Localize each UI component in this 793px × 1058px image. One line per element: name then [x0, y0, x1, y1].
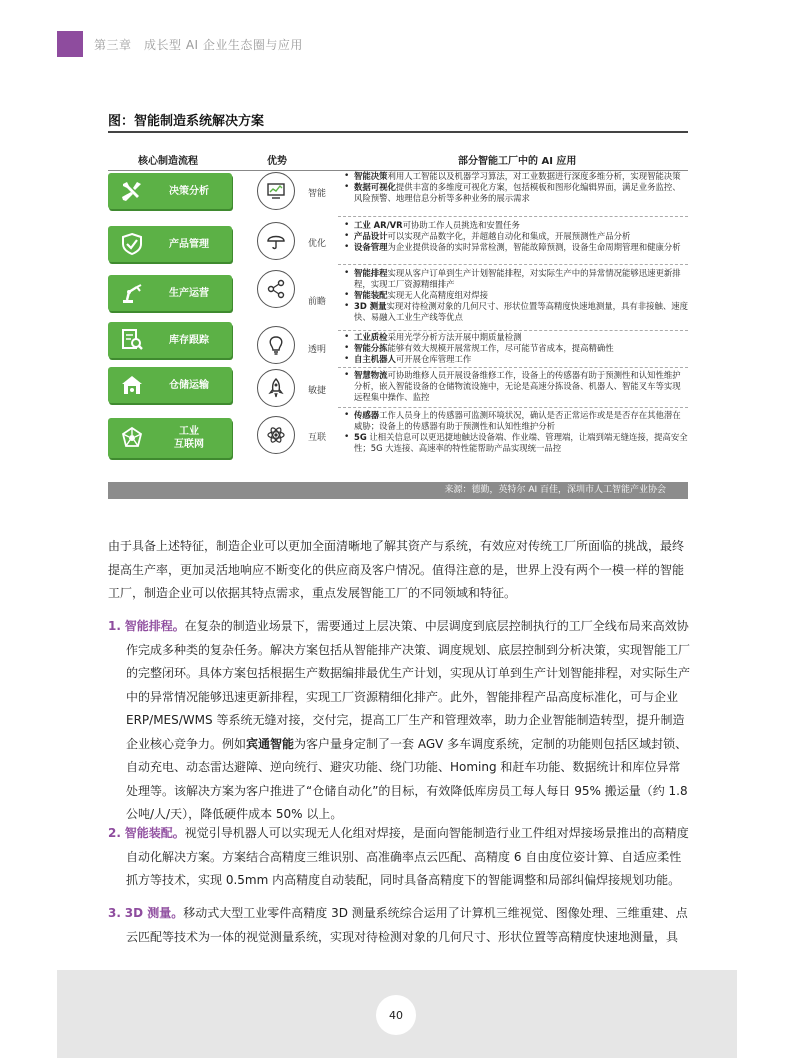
- app-list-warehouse: [343, 370, 688, 403]
- rocket-icon: [266, 378, 286, 398]
- row-separator: [338, 367, 688, 368]
- figure-source: 来源：德勤，英特尔 AI 百佳，深圳市人工智能产业协会: [108, 482, 688, 499]
- figure-title: 图：智能制造系统解决方案: [108, 114, 265, 129]
- intro-paragraph: 由于具备上述特征，制造企业可以更加全面清晰地了解其资产与系统，有效应对传统工厂所面临的挑战，最终提高生产率，更加灵活地响应不断变化的供应商及客户情况。值得注意的是，世界上没有两个一模一样的智能工厂，制造企业可以依据其特点需求，重点发展智能工厂的不同领域和特征。: [108, 539, 685, 600]
- app-item: • 智能装配实现无人化高精度组对焊接: [343, 290, 688, 301]
- app-item: • 产品设计可以实现产品数字化，并超越自动化和集成，开展预测性产品分析: [343, 231, 688, 242]
- atom-icon: [266, 425, 286, 445]
- advantage-label: 互联: [308, 433, 327, 443]
- list-item-3d-measure: 3. 3D 测量。移动式大型工业零件高精度 3D 测量系统综合运用了计算机三维视觉、图像处理、三维重建、点云匹配等技术为一体的视觉测量系统，实现对待检测对象的几何尺寸、形状位置等高精度快速地测量，具: [108, 906, 688, 944]
- share-nodes-icon: [266, 279, 286, 299]
- document-search-icon: [120, 328, 144, 352]
- process-label: 决策分析: [169, 185, 209, 197]
- column-head-apps: 部分智能工厂中的 AI 应用: [458, 156, 577, 167]
- app-item: • 数据可视化提供丰富的多维度可视化方案，包括模板和图形化编辑界面，满足业务监控、风险预警、地理信息分析等多种业务的展示需求: [343, 182, 688, 204]
- process-label: 生产运营: [169, 287, 209, 299]
- network-hub-icon: [120, 426, 144, 450]
- figure-top-rule: [108, 131, 688, 133]
- app-item: • 智能决策利用人工智能以及机器学习算法，对工业数据进行深度多维分析，实现智能决策: [343, 171, 688, 182]
- app-item: • 智能排程实现从客户订单到生产计划智能排程，对实际生产中的异常情况能够迅速更新排程，实现工厂资源精细排产: [343, 268, 688, 290]
- process-decision-analysis: [108, 173, 232, 209]
- app-item: • 智慧物流可协助维修人员开展设备维修工作，设备上的传感器有助于预测性和认知性维护分析，嵌入智能设备的仓储物流设施中，无论是高速分拣设备、机器人、智能叉车等实现远程集中操作、监控: [343, 370, 688, 403]
- process-production-operation: [108, 275, 232, 311]
- advantage-label: 敏捷: [308, 386, 327, 396]
- app-list-production: [343, 268, 688, 323]
- robot-arm-icon: [120, 281, 144, 305]
- advantage-optimize-circle: [257, 222, 295, 260]
- list-item-assembly: 2. 智能装配。视觉引导机器人可以实现无人化组对焊接，是面向智能制造行业工件组对焊接场景推出的高精度自动化解决方案。方案结合高精度三维识别、高准确率点云匹配、高精度 6 自由度位姿计算、自适应柔性抓方等技术，实现 0.5mm 内高精度自动装配，同时具备高精度下的智能调整和局部纠偏焊接规划功能。: [108, 826, 689, 887]
- advantage-label: 智能: [308, 189, 327, 199]
- row-separator: [338, 264, 688, 265]
- advantage-connected-circle: [257, 416, 295, 454]
- process-label: 产品管理: [169, 238, 209, 250]
- row-separator: [338, 407, 688, 408]
- app-list-internet: [343, 410, 688, 454]
- page-number: 40: [376, 995, 416, 1035]
- process-product-management: [108, 226, 232, 262]
- advantage-agile-circle: [257, 369, 295, 407]
- advantage-transparent-circle: [257, 326, 295, 364]
- list-item-scheduling: 1. 智能排程。在复杂的制造业场景下，需要通过上层决策、中层调度到底层控制执行的工厂全线布局来高效协作完成多种类的复杂任务。解决方案包括从智能排产决策、调度规划、底层控制到分析决策，实现智能工厂的完整闭环。具体方案包括根据生产数据编排最优生产计划，实现从订单到生产计划智能排程，对实际生产中的异常情况能够迅速更新排程，实现工厂资源精细化排产。此外，智能排程产品高度标准化，可与企业 ERP/MES/WMS 等系统无缝对接，交付完，提高工厂生产和管理效率，助力企业智能制造转型，提升制造企业核心竞争力。例如宾通智能为客户量身定制了一套 AGV 多车调度系统，定制的功能则包括区域封锁、自动充电、动态雷达避障、逆向统行、避灾功能、绕门功能、Homing 和赶车功能、数据统计和库位异常处理等。该解决方案为客户推进了“仓储自动化”的目标，有效降低库房员工每人每日 95% 搬运量（约 1.8 公吨/人/天），降低硬件成本 50% 以上。: [108, 619, 691, 821]
- column-head-process: 核心制造流程: [138, 156, 198, 167]
- dashboard-icon: [266, 181, 286, 201]
- process-label: 库存跟踪: [169, 334, 209, 346]
- process-label: 工业 互联网: [174, 426, 204, 450]
- advantage-label: 优化: [308, 239, 327, 249]
- warehouse-icon: [120, 373, 144, 397]
- process-inventory-tracking: [108, 322, 232, 358]
- app-item: • 设备管理为企业提供设备的实时异常检测，智能故障预测，设备生命周期管理和健康分析: [343, 242, 688, 253]
- process-label: 仓储运输: [169, 379, 209, 391]
- shield-check-icon: [120, 232, 144, 256]
- advantage-foresight-circle: [257, 270, 295, 308]
- app-item: • 5G 让相关信息可以更迅捷地触达设备端、作业端、管理端，让端到端无缝连接，提高安全性；5G 大连接、高速率的特性能帮助产品实现统一品控: [343, 432, 688, 454]
- wrench-screwdriver-icon: [120, 179, 144, 203]
- row-separator: [338, 330, 688, 331]
- app-item: • 智能分拣能够有效大规模开展常规工作，尽可能节省成本，提高精确性: [343, 343, 688, 354]
- advantage-label: 前瞻: [308, 297, 327, 307]
- app-item: • 3D 测量实现对待检测对象的几何尺寸、形状位置等高精度快速地测量，具有非接触、速度快、易融入工业生产线等优点: [343, 301, 688, 323]
- column-head-advantage: 优势: [267, 156, 287, 167]
- row-separator: [338, 216, 688, 217]
- app-item: • 自主机器人可开展仓库管理工作: [343, 354, 688, 365]
- process-warehousing-transport: [108, 367, 232, 403]
- app-list-product: [343, 220, 688, 253]
- chapter-marker: [57, 31, 83, 57]
- chapter-title: 第三章 成长型 AI 企业生态圈与应用: [94, 38, 303, 52]
- app-item: • 传感器工作人员身上的传感器可监测环境状况，确认是否正常运作或是是否存在其他潜在威胁；设备上的传感器有助于预测性和认知性维护分析: [343, 410, 688, 432]
- app-list-decision: [343, 171, 688, 204]
- app-item: • 工业 AR/VR可协助工作人员挑选和安置任务: [343, 220, 688, 231]
- umbrella-icon: [266, 231, 286, 251]
- advantage-label: 透明: [308, 345, 327, 355]
- process-industrial-internet: [108, 418, 232, 458]
- lightbulb-icon: [266, 335, 286, 355]
- app-item: • 工业质检采用光学分析方法开展中期质量检测: [343, 332, 688, 343]
- app-list-inventory: [343, 332, 688, 365]
- advantage-smart-circle: [257, 172, 295, 210]
